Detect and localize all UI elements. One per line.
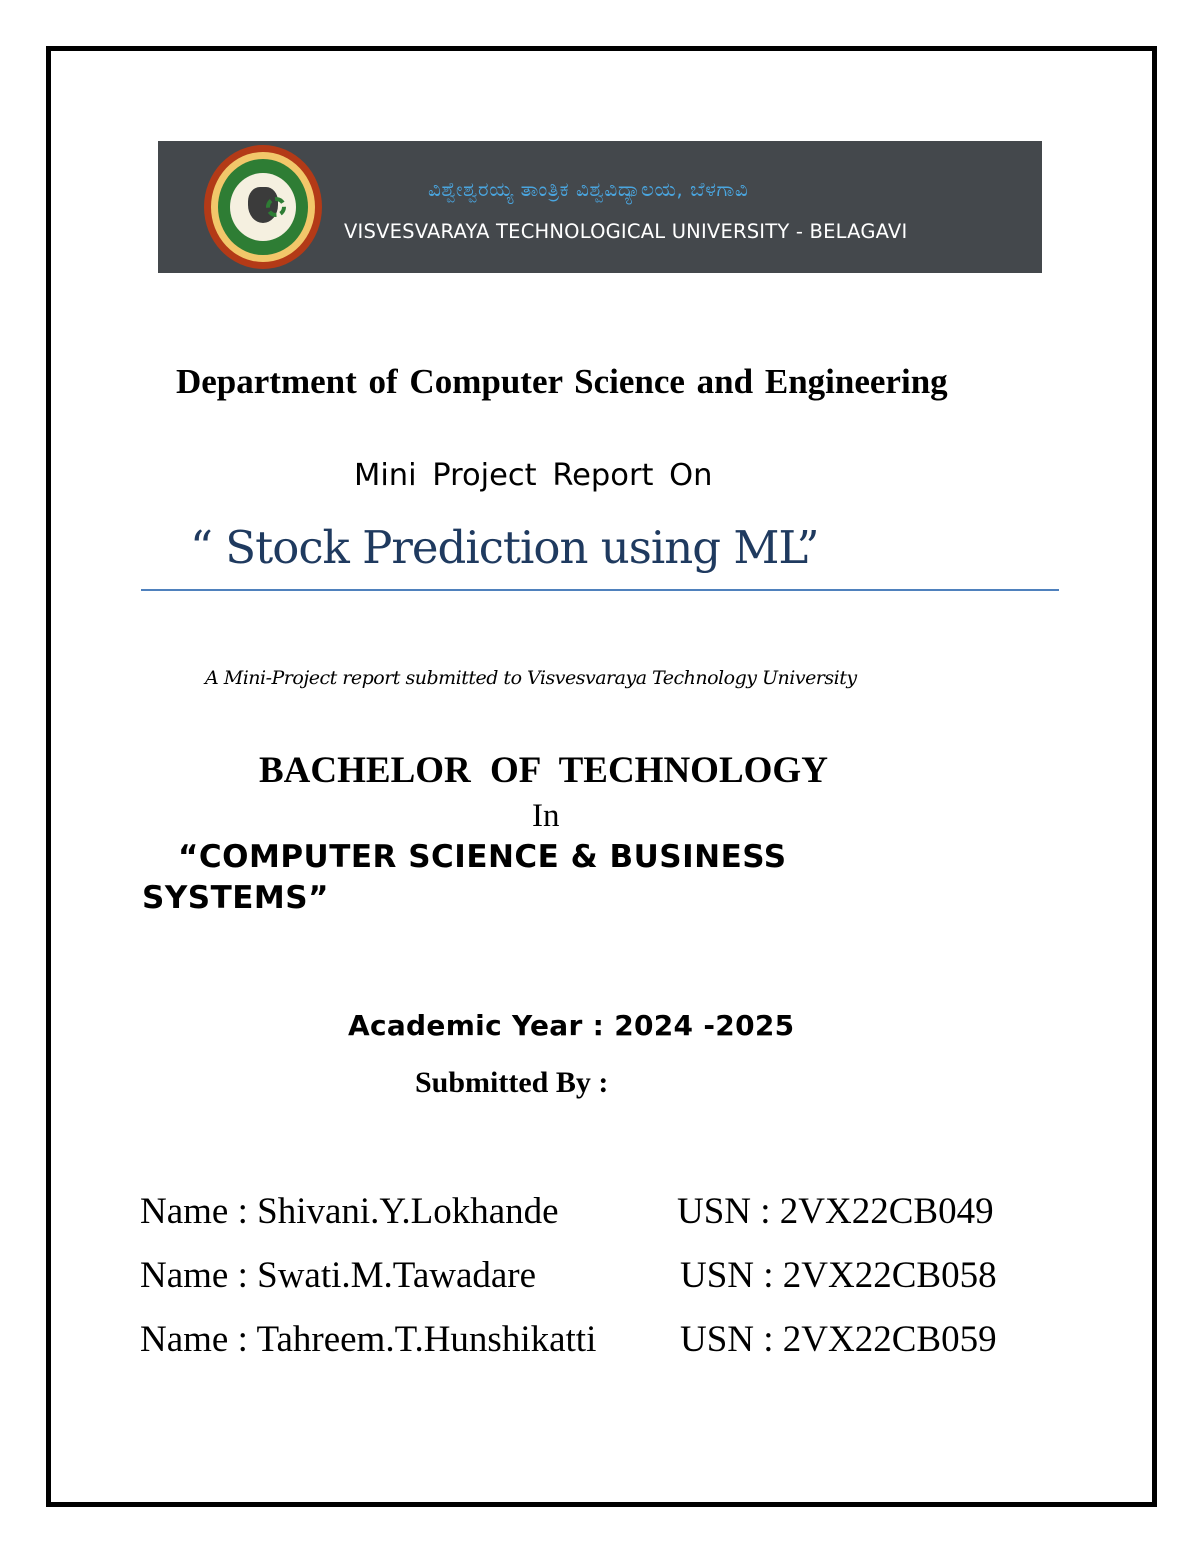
student-name: Name : Shivani.Y.Lokhande	[140, 1191, 559, 1232]
degree-in: In	[532, 798, 560, 834]
student-name: Name : Swati.M.Tawadare	[140, 1255, 537, 1296]
university-name-kannada: ವಿಶ್ವೇಶ್ವರಯ್ಯ ತಾಂತ್ರಿಕ ವಿಶ್ವವಿದ್ಯಾಲಯ, ಬೆಳಗಾವಿ	[428, 177, 749, 201]
student-name: Name : Tahreem.T.Hunshikatti	[140, 1319, 597, 1360]
project-title: “ Stock Prediction using ML”	[190, 521, 819, 574]
student-usn: USN : 2VX22CB059	[680, 1319, 997, 1360]
degree-title: BACHELOR OF TECHNOLOGY	[259, 750, 828, 791]
branch-line-1: “COMPUTER SCIENCE & BUSINESS	[178, 839, 787, 875]
university-seal-logo	[204, 145, 322, 269]
branch-line-2: SYSTEMS”	[142, 880, 329, 916]
submitted-by-label: Submitted By :	[415, 1066, 609, 1099]
student-usn: USN : 2VX22CB049	[677, 1191, 994, 1232]
department-heading: Department of Computer Science and Engineering	[176, 362, 948, 401]
university-name-english: VISVESVARAYA TECHNOLOGICAL UNIVERSITY - BELAGAVI	[344, 220, 908, 243]
university-banner	[158, 141, 1042, 273]
submission-note: A Mini-Project report submitted to Visvesvaraya Technology University	[205, 667, 857, 689]
academic-year: Academic Year : 2024 -2025	[348, 1009, 795, 1042]
gear-icon	[266, 197, 286, 217]
student-usn: USN : 2VX22CB058	[680, 1255, 997, 1296]
title-underline	[141, 589, 1059, 591]
report-heading: Mini Project Report On	[354, 458, 713, 493]
